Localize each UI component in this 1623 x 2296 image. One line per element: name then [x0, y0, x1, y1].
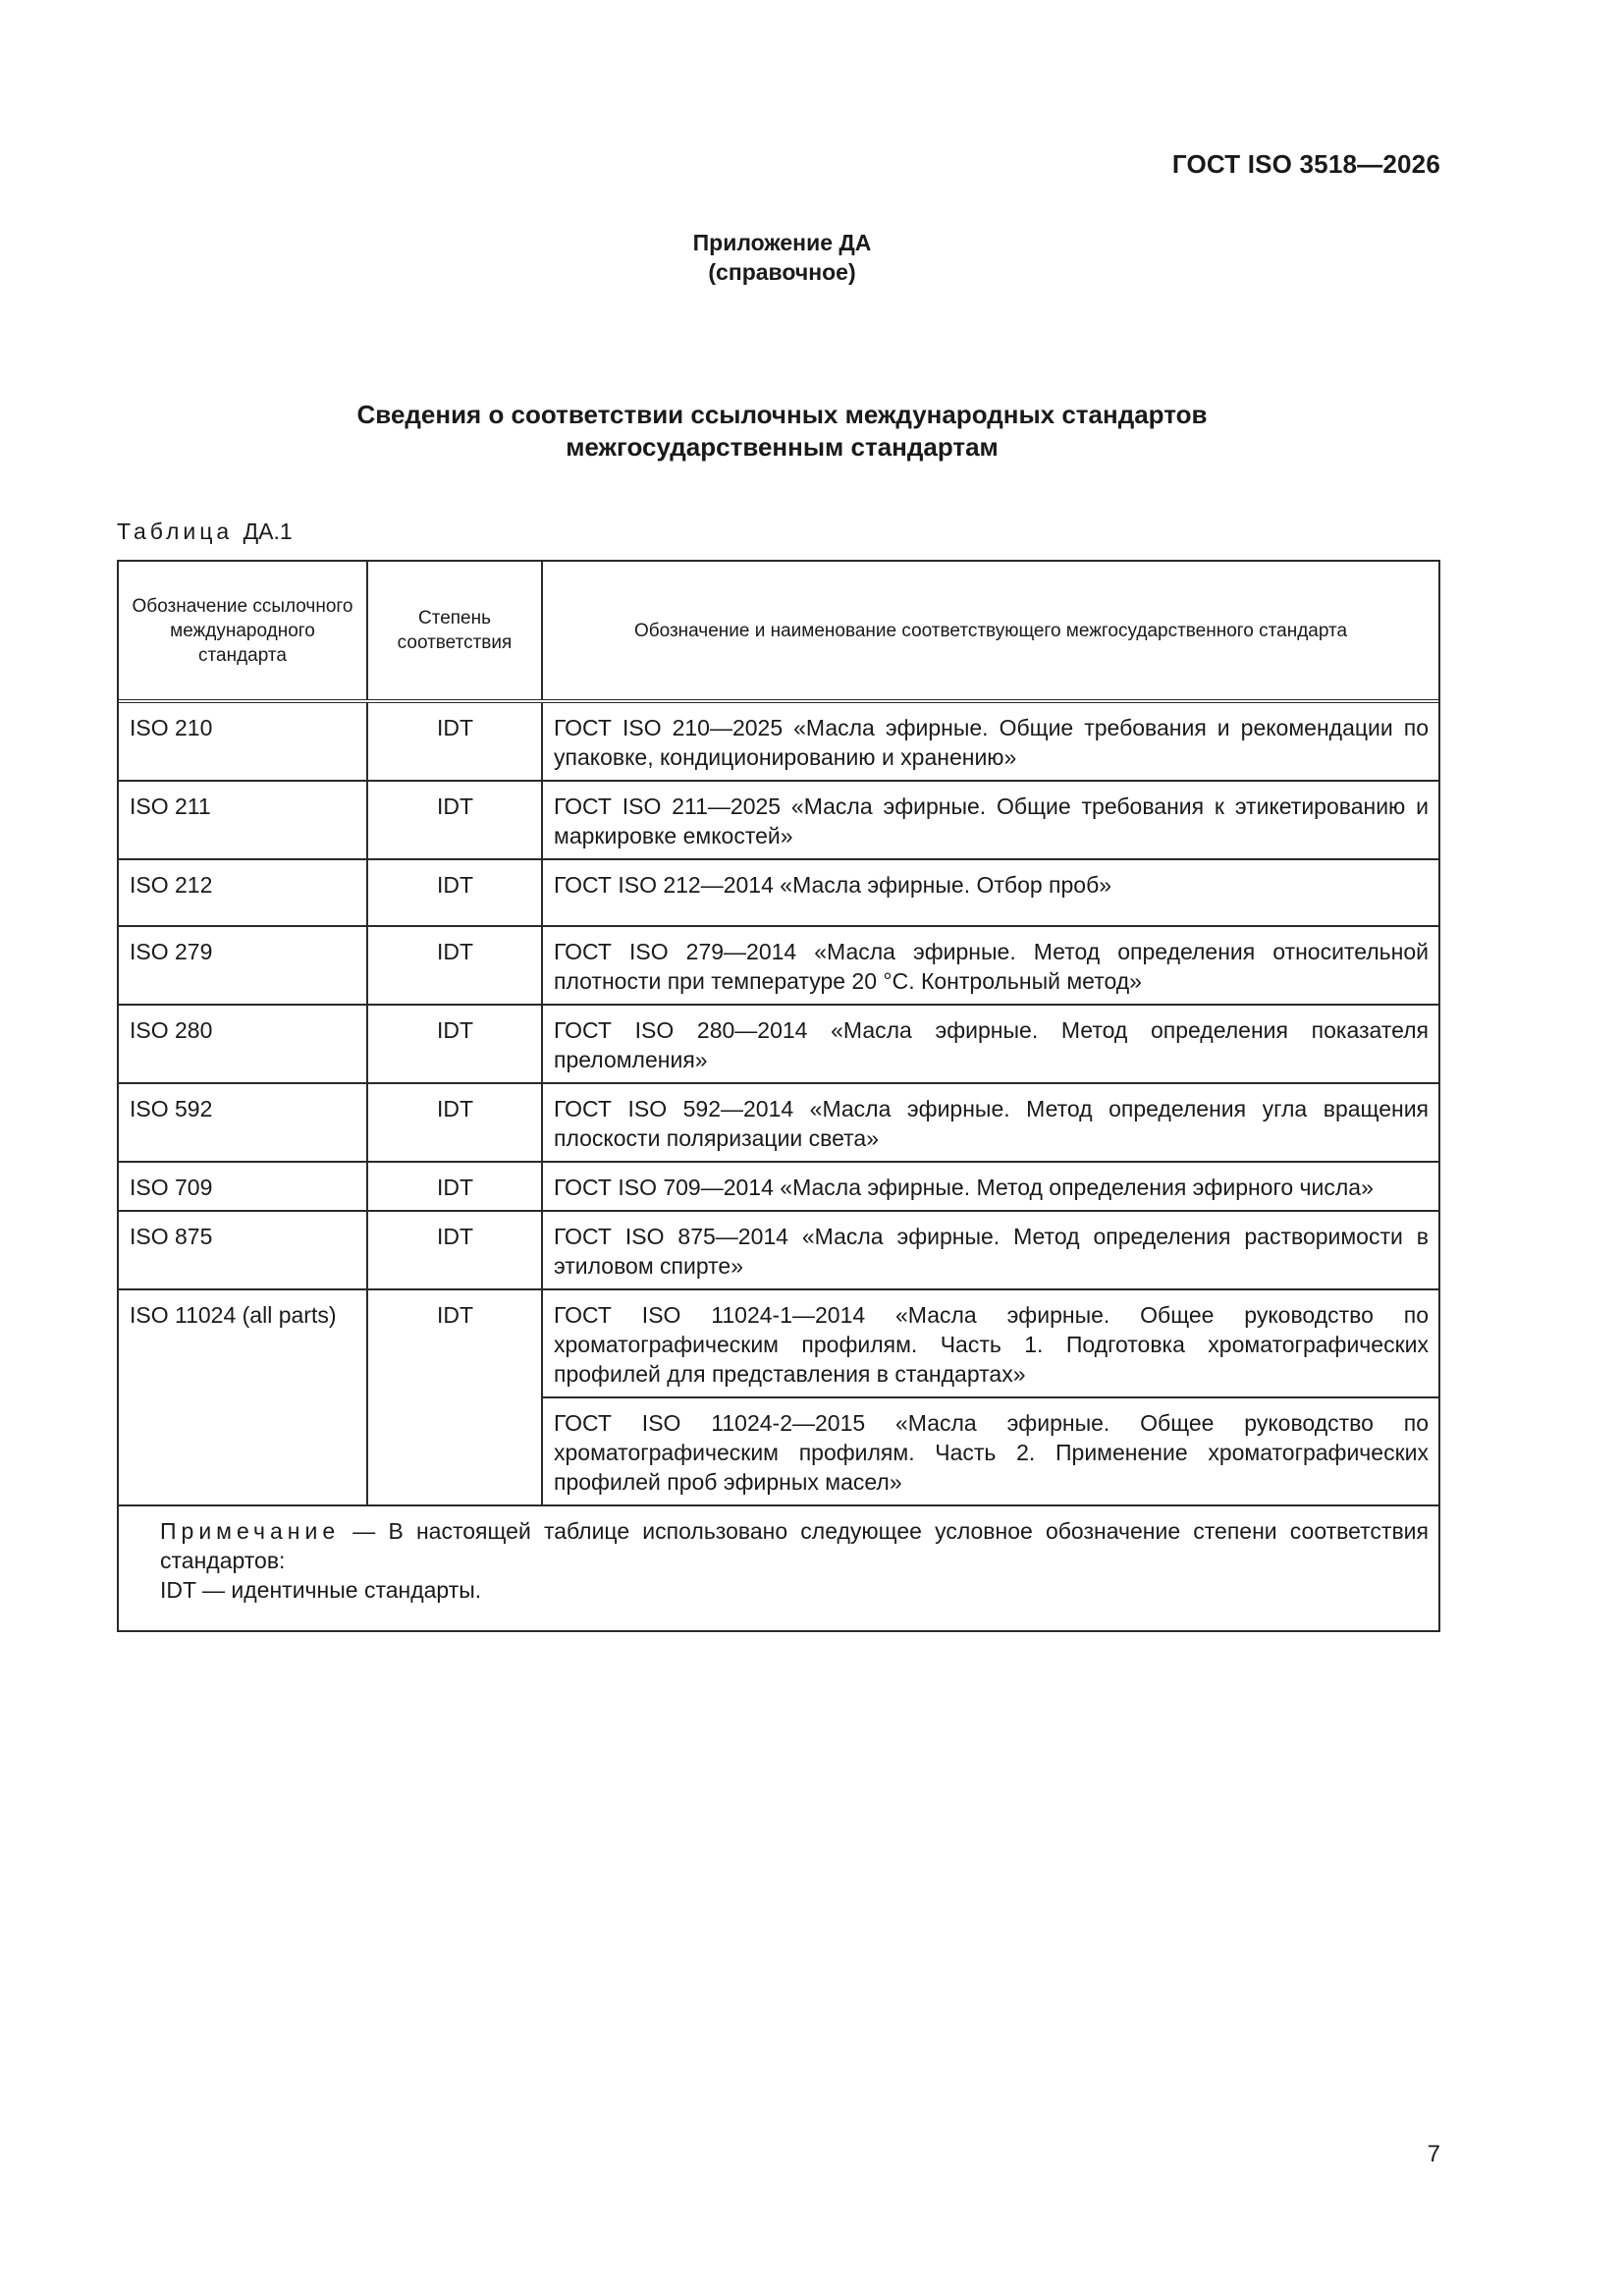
cell-degree: IDT: [368, 1163, 543, 1210]
table-row: [119, 1290, 1438, 1506]
column-header-degree: Степень соответствия: [368, 562, 543, 699]
cell-reference: ISO 212: [119, 860, 368, 925]
cell-standard: ГОСТ ISO 592—2014 «Масла эфирные. Метод определения угла вращения плоскости поляризации света»: [554, 1096, 1429, 1151]
table-row: [119, 703, 1438, 782]
table-caption: [117, 519, 293, 545]
cell-reference: ISO 211: [119, 782, 368, 858]
cell-standard: ГОСТ ISO 280—2014 «Масла эфирные. Метод определения показателя преломления»: [554, 1017, 1429, 1072]
cell-standard: ГОСТ ISO 11024-2—2015 «Масла эфирные. Общее руководство по хроматографическим профилям. Часть 2. Применение хроматографических профилей проб эфирных масел»: [543, 1396, 1438, 1504]
column-header-standard: Обозначение и наименование соответствующего межгосударственного стандарта: [633, 620, 1348, 641]
cell-degree: IDT: [368, 860, 543, 925]
cell-reference: ISO 279: [119, 927, 368, 1004]
cell-degree: IDT: [368, 1290, 543, 1504]
column-header-reference: Обозначение ссылочного международного стандарта: [119, 562, 368, 699]
table-note: [119, 1506, 1438, 1630]
cell-degree: IDT: [368, 782, 543, 858]
table-row: [119, 860, 1438, 927]
cell-reference: ISO 592: [119, 1084, 368, 1161]
cell-degree: IDT: [368, 703, 543, 780]
annex-title-block: [0, 228, 1564, 287]
table-row: [119, 927, 1438, 1006]
table-header: [119, 562, 1438, 703]
heading-line-1: Сведения о соответствии ссылочных международных стандартов: [356, 400, 1208, 429]
cell-degree: IDT: [368, 1212, 543, 1288]
cell-reference: ISO 709: [119, 1163, 368, 1210]
table-row: [119, 1212, 1438, 1290]
cell-reference: ISO 210: [119, 703, 368, 780]
cell-standard: ГОСТ ISO 212—2014 «Масла эфирные. Отбор проб»: [554, 872, 1112, 898]
cell-reference: ISO 875: [119, 1212, 368, 1288]
heading-line-2: межгосударственным стандартам: [566, 432, 999, 462]
note-lead: Примечание: [160, 1518, 341, 1544]
table-row: [119, 782, 1438, 860]
cell-reference: ISO 280: [119, 1006, 368, 1082]
annex-title: Приложение ДА: [692, 230, 872, 255]
cell-degree: IDT: [368, 1006, 543, 1082]
cell-standard: ГОСТ ISO 709—2014 «Масла эфирные. Метод определения эфирного числа»: [554, 1175, 1374, 1200]
cell-standard: ГОСТ ISO 279—2014 «Масла эфирные. Метод определения относительной плотности при температуре 20 °С. Контрольный метод»: [554, 939, 1429, 994]
page-number: 7: [1427, 2141, 1440, 2167]
table-row: [119, 1006, 1438, 1084]
cell-standard: ГОСТ ISO 210—2025 «Масла эфирные. Общие требования и рекомендации по упаковке, кондиционированию и хранению»: [554, 715, 1429, 770]
document-code: ГОСТ ISO 3518—2026: [1171, 149, 1440, 179]
table-row: [119, 1163, 1438, 1212]
cell-degree: IDT: [368, 927, 543, 1004]
cell-reference: ISO 11024 (all parts): [119, 1290, 368, 1504]
correspondence-table: [117, 560, 1440, 1632]
cell-standard: ГОСТ ISO 211—2025 «Масла эфирные. Общие требования к этикетированию и маркировке емкостей»: [554, 793, 1429, 848]
table-caption-word: Таблица: [117, 519, 234, 544]
cell-standard-group: [543, 1290, 1438, 1504]
section-heading: [0, 399, 1564, 464]
cell-standard: ГОСТ ISO 875—2014 «Масла эфирные. Метод определения растворимости в этиловом спирте»: [554, 1224, 1429, 1279]
annex-kind: (справочное): [708, 259, 856, 285]
note-paragraph: [130, 1516, 1429, 1575]
table-row: [119, 1084, 1438, 1163]
note-text: — В настоящей таблице использовано следующее условное обозначение степени соответствия стандартов:: [160, 1518, 1429, 1573]
cell-degree: IDT: [368, 1084, 543, 1161]
note-item: IDT — идентичные стандарты.: [160, 1577, 482, 1603]
cell-standard: ГОСТ ISO 11024-1—2014 «Масла эфирные. Общее руководство по хроматографическим профилям. Часть 1. Подготовка хроматографических профилей для представления в стандартах»: [554, 1302, 1429, 1387]
table-caption-number: ДА.1: [243, 519, 293, 544]
